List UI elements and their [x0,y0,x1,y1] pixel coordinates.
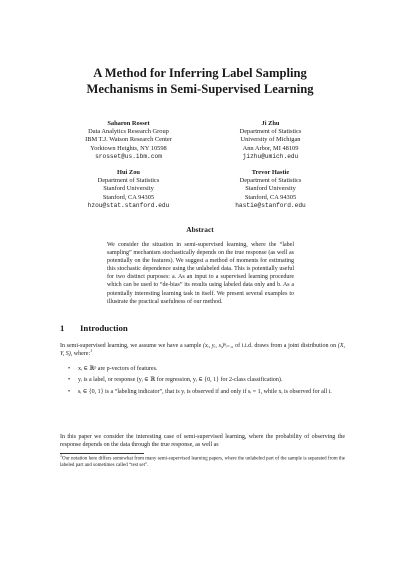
text-run: In semi-supervised learning, we assume we have a sample [60,343,203,349]
list-item [66,365,345,373]
author-affiliation: Department of Statistics [239,128,302,136]
title-line-1: A Method for Inferring Label Sampling [93,66,307,80]
author-affiliation: Stanford University [245,185,296,193]
author-name: Saharon Rosset [107,120,150,127]
author-affiliation: Department of Statistics [97,177,160,185]
author-email: hastie@stanford.edu [235,201,306,209]
author-affiliation: Stanford, CA 94305 [244,193,297,201]
author-email: hzou@stat.stanford.edu [87,201,170,209]
list-item-text: yᵢ is a label, or response (yᵢ ∈ ℝ for regression, yᵢ ∈ {0, 1} for 2-class classification). [78,377,283,384]
math-inline: (xᵢ, yᵢ, sᵢ)ⁿᵢ₌₁ [202,343,232,349]
author-affiliation: Ann Arbor, MI 48109 [242,144,299,152]
title-line-2: Mechanisms in Semi-Supervised Learning [86,81,314,96]
footnote-number: 1 [60,453,62,458]
list-item [66,376,345,384]
author-affiliation: IBM T.J. Watson Research Center [85,136,172,144]
author-affiliation: Stanford University [103,185,154,193]
intro-paragraph [60,342,345,359]
list-item-text: sᵢ ∈ {0, 1} is a “labeling indicator”, that is yᵢ is observed if and only if sᵢ = 1, while xᵢ is observed for all i. [78,388,332,395]
intro-paragraph-2: In this paper we consider the interesting case of semi-supervised learning, where the probability of observing the response depends on the data through the true response, as well as [60,434,345,449]
author-affiliation: University of Michigan [240,136,301,144]
author-block [203,120,338,161]
author-name: Trevor Hastie [251,169,290,176]
author-email: jizhu@umich.edu [242,152,299,160]
footnote [60,453,346,470]
section-heading [60,323,128,333]
text-run: , where: [70,351,91,358]
bullet-icon: • [68,377,71,384]
math-inline: (X, Y, S) [60,343,345,358]
paper-title [60,66,340,97]
author-affiliation: Data Analytics Research Group [88,128,169,136]
author-block [61,169,196,210]
section-title: Introduction [80,323,128,333]
author-affiliation: Stanford, CA 94305 [102,193,155,201]
author-name: Hui Zou [117,169,140,176]
footnote-marker: 1 [90,348,93,354]
footnote-text: Our notation here differs somewhat from many semi-supervised learning papers, where the unlabeled part of the sample is separated from the labeled part and sometimes called “test set”. [60,456,346,469]
footnote-rule [60,453,144,454]
section-number: 1 [60,323,65,333]
author-affiliation: Department of Statistics [239,177,302,185]
bullet-icon: • [68,366,71,372]
list-item [66,388,345,396]
abstract-text: We consider the situation in semi-supervised learning, where the “label sampling” mechanism stochastically depends on the true response (as well as potentially on the features). We suggest a method of moments for estimating this stochastic dependence using the unlabeled data. This is potentially useful for two distinct purposes: a. As an input to a supervised learning procedure which can be used to “de-bias” its results using labeled data only and b. As a potentially interesting learning task in itself. We present several examples to illustrate the practical usefulness of our method. [107,242,294,305]
list-item-text: xᵢ ∈ ℝᵖ are p-vectors of features. [78,366,158,372]
definition-list [66,365,345,399]
author-affiliation: Yorktown Heights, NY 10598 [90,144,167,152]
bullet-icon: • [68,388,71,395]
text-run: , of i.i.d. draws from a joint distribution on [231,343,338,349]
abstract-heading: Abstract [186,225,214,234]
author-email: srosset@us.ibm.com [95,152,162,160]
author-block [61,120,196,161]
author-block [203,169,338,210]
author-name: Ji Zhu [261,120,280,127]
